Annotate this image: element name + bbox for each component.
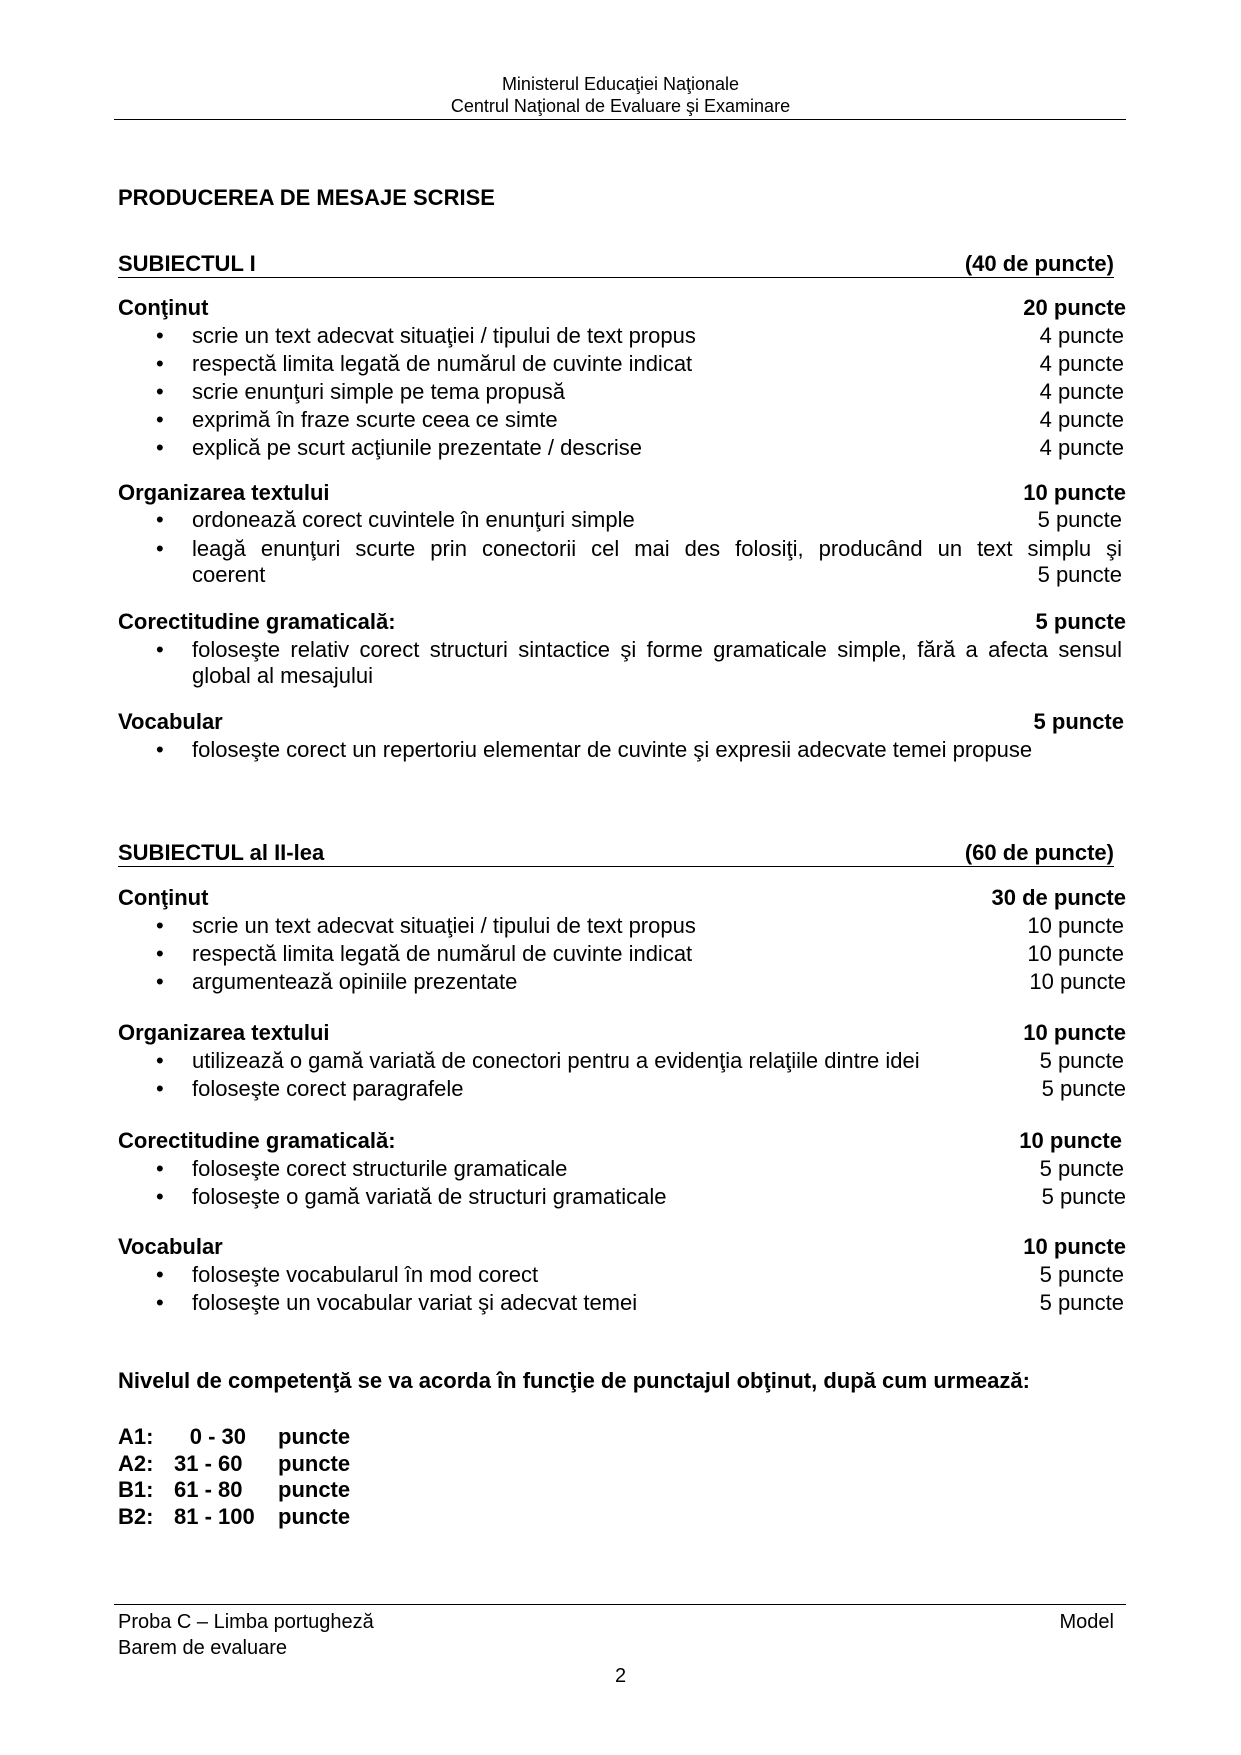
s1-vocabulary-title: Vocabular	[118, 709, 223, 734]
bullet: •	[156, 379, 164, 404]
footer-model: Model	[1059, 1611, 1114, 1633]
level-label: B2:	[118, 1504, 154, 1529]
s1-organization-points: 10 puncte	[1023, 480, 1126, 505]
s1-item-text-line2: global al mesajului	[192, 663, 373, 688]
s1-item-points: 5 puncte	[1037, 507, 1122, 532]
level-unit: puncte	[278, 1477, 351, 1502]
level-range: 31 - 60	[174, 1451, 243, 1476]
s2-content-points: 30 de puncte	[991, 885, 1126, 910]
bullet: •	[156, 1262, 164, 1287]
bullet: •	[156, 536, 164, 561]
s1-item-text-line2: coerent	[192, 562, 266, 587]
s2-item-text: utilizează o gamă variată de conectori pentru a evidenţia relaţiile dintre idei	[192, 1048, 920, 1073]
bullet: •	[156, 435, 164, 460]
s2-item-points: 10 puncte	[1027, 941, 1124, 966]
s2-item-points: 5 puncte	[1041, 1184, 1126, 1209]
level-range: 0 - 30	[189, 1424, 246, 1449]
s1-item-points: 4 puncte	[1039, 407, 1124, 432]
s2-item-points: 5 puncte	[1041, 1076, 1126, 1101]
s1-vocabulary-points: 5 puncte	[1033, 709, 1124, 734]
s1-content-title: Conţinut	[118, 295, 209, 320]
bullet: •	[156, 737, 164, 762]
s2-item-points: 10 puncte	[1027, 913, 1124, 938]
level-unit: puncte	[278, 1451, 351, 1476]
s2-item-text: foloseşte corect paragrafele	[192, 1076, 464, 1101]
s2-grammar-title: Corectitudine gramaticală:	[118, 1128, 396, 1153]
s2-organization-title: Organizarea textului	[118, 1020, 330, 1045]
s2-organization-points: 10 puncte	[1023, 1020, 1126, 1045]
subject1-title: SUBIECTUL I	[118, 251, 256, 276]
bullet: •	[156, 1290, 164, 1315]
bullet: •	[156, 407, 164, 432]
s2-item-text: respectă limita legată de numărul de cuvinte indicat	[192, 941, 693, 966]
subject1-points: (40 de puncte)	[964, 251, 1114, 276]
level-label: B1:	[118, 1477, 154, 1502]
s1-grammar-points: 5 puncte	[1035, 609, 1126, 634]
s1-content-points: 20 puncte	[1023, 295, 1126, 320]
s2-item-text: foloseşte o gamă variată de structuri gramaticale	[192, 1184, 667, 1209]
bullet: •	[156, 507, 164, 532]
footer-rule	[114, 1604, 1126, 1605]
s2-vocabulary-points: 10 puncte	[1023, 1234, 1126, 1259]
level-unit: puncte	[278, 1424, 351, 1449]
s2-item-points: 5 puncte	[1039, 1262, 1124, 1287]
s1-organization-title: Organizarea textului	[118, 480, 330, 505]
s2-vocabulary-title: Vocabular	[118, 1234, 223, 1259]
footer-exam: Proba C – Limba portugheză	[118, 1611, 374, 1633]
level-unit: puncte	[278, 1504, 351, 1529]
bullet: •	[156, 1156, 164, 1181]
page-number: 2	[614, 1665, 627, 1687]
s1-item-text: respectă limita legată de numărul de cuvinte indicat	[192, 351, 693, 376]
competence-intro: Nivelul de competenţă se va acorda în funcţie de punctajul obţinut, după cum urmează:	[118, 1368, 1030, 1393]
s1-item-points: 4 puncte	[1039, 435, 1124, 460]
bullet: •	[156, 1048, 164, 1073]
s1-item-text: ordonează corect cuvintele în enunţuri simple	[192, 507, 635, 532]
s2-content-title: Conţinut	[118, 885, 209, 910]
s2-item-text: foloseşte vocabularul în mod corect	[192, 1262, 539, 1287]
s1-item-text: scrie enunţuri simple pe tema propusă	[192, 379, 565, 404]
bullet: •	[156, 913, 164, 938]
header-center: Centrul Naţional de Evaluare şi Examinare	[450, 96, 791, 116]
bullet: •	[156, 637, 164, 662]
s2-item-points: 5 puncte	[1039, 1048, 1124, 1073]
bullet: •	[156, 941, 164, 966]
s2-item-text: scrie un text adecvat situaţiei / tipului de text propus	[192, 913, 696, 938]
header-ministry: Ministerul Educaţiei Naţionale	[501, 74, 740, 94]
subject2-points: (60 de puncte)	[964, 840, 1114, 865]
s1-item-text-line1: foloseşte relativ corect structuri sintactice şi forme gramaticale simple, fără a afecta sensul	[192, 637, 1122, 662]
s1-item-points: 4 puncte	[1039, 379, 1124, 404]
s2-item-text: foloseşte un vocabular variat şi adecvat temei	[192, 1290, 638, 1315]
s1-item-text: explică pe scurt acţiunile prezentate / descrise	[192, 435, 643, 460]
s2-item-points: 5 puncte	[1039, 1290, 1124, 1315]
footer-doc-type: Barem de evaluare	[118, 1637, 287, 1659]
s2-item-points: 5 puncte	[1039, 1156, 1124, 1181]
level-label: A2:	[118, 1451, 154, 1476]
bullet: •	[156, 323, 164, 348]
s1-item-points: 4 puncte	[1039, 323, 1124, 348]
level-range: 81 - 100	[174, 1504, 255, 1529]
s1-item-text-line1: leagă enunţuri scurte prin conectorii cel mai des folosiţi, producând un text simplu şi	[192, 536, 1122, 561]
s1-item-points: 5 puncte	[1037, 562, 1122, 587]
page-title: PRODUCEREA DE MESAJE SCRISE	[118, 185, 495, 210]
s1-grammar-title: Corectitudine gramaticală:	[118, 609, 396, 634]
bullet: •	[156, 1076, 164, 1101]
s2-item-points: 10 puncte	[1029, 969, 1126, 994]
subject2-heading	[118, 840, 1114, 867]
level-label: A1:	[118, 1424, 154, 1449]
s1-item-text: scrie un text adecvat situaţiei / tipului de text propus	[192, 323, 696, 348]
s2-grammar-points: 10 puncte	[1019, 1128, 1122, 1153]
s1-item-text: exprimă în fraze scurte ceea ce simte	[192, 407, 558, 432]
subject1-heading	[118, 251, 1114, 278]
bullet: •	[156, 351, 164, 376]
s2-item-text: foloseşte corect structurile gramaticale	[192, 1156, 568, 1181]
bullet: •	[156, 969, 164, 994]
subject2-title: SUBIECTUL al II-lea	[118, 840, 325, 865]
header-rule	[114, 119, 1126, 120]
bullet: •	[156, 1184, 164, 1209]
s1-item-text: foloseşte corect un repertoriu elementar de cuvinte şi expresii adecvate temei propuse	[192, 737, 1033, 762]
s1-item-points: 4 puncte	[1039, 351, 1124, 376]
s2-item-text: argumentează opiniile prezentate	[192, 969, 518, 994]
level-range: 61 - 80	[174, 1477, 243, 1502]
